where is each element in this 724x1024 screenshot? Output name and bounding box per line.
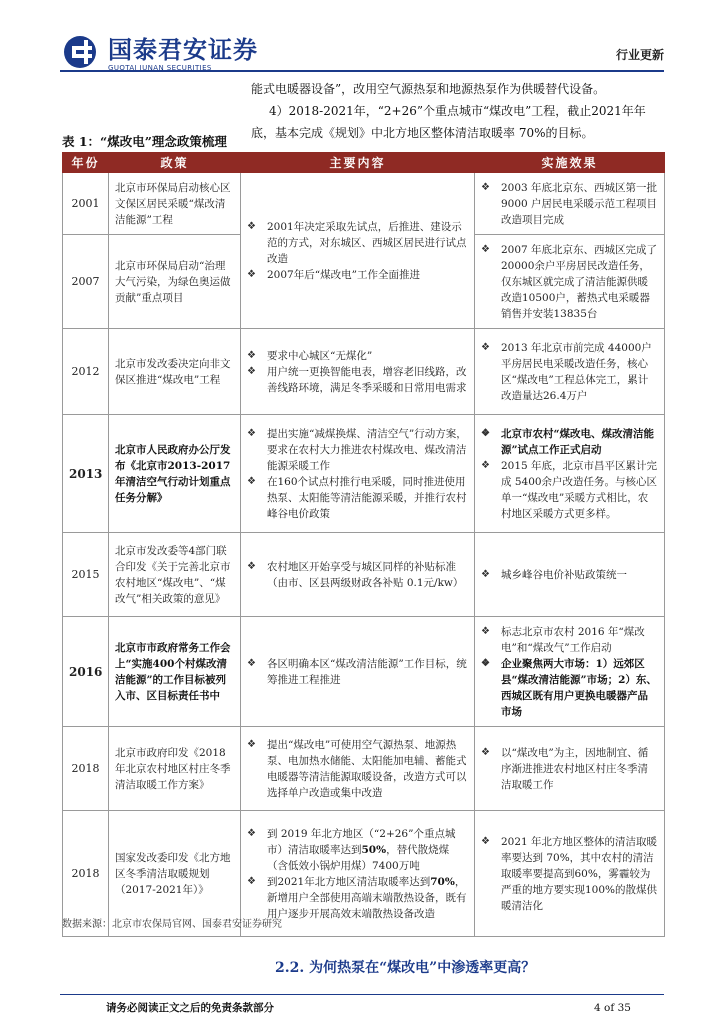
effect-cell (475, 173, 665, 235)
content-bullet (247, 874, 468, 922)
year-cell: 2018 (63, 727, 109, 811)
content-bullet: ❖ 农村地区开始享受与城区同样的补贴标准（由市、区县两级财政各补贴 0.1元/kw） (247, 559, 468, 591)
intro-line: 底，基本完成《规划》中北方地区整体清洁取暖率 70%的目标。 (251, 126, 594, 140)
year-cell: 2007 (63, 235, 109, 329)
policy-table (62, 152, 665, 937)
content-bullet: ❖ 提出“煤改电”可使用空气源热泵、地源热泵、电加热水储能、太阳能加电辅、蓄能式电暖器等清洁能源取暖设备，改造方式可以选择单户改造或集中改造 (247, 737, 468, 801)
effect-bullet: ❖ 标志北京市农村 2016 年“煤改电”和“煤改气”工作启动 (481, 624, 658, 656)
effect-bullet: ❖ 以“煤改电”为主，因地制宜、循序渐进推进农村地区村庄冬季清洁取暖工作 (481, 745, 658, 793)
content-cell (241, 173, 475, 329)
policy-cell: 北京市环保局启动核心区文保区居民采暖“煤改清洁能源”工程 (109, 173, 241, 235)
effect-bullet: ❖ 2021 年北方地区整体的清洁取暖率要达到 70%，其中农村的清洁取暖率要提高到60%，雾霾较为严重的地方要实现100%的散煤供暖清洁化 (481, 834, 658, 914)
footer-divider (60, 994, 664, 995)
page-number: 4 of 35 (594, 1002, 631, 1014)
policy-cell: 国家发改委印发《北方地区冬季清洁取暖规划（2017-2021年）》 (109, 811, 241, 937)
data-source-note: 数据来源：北京市农保局官网、国泰君安证券研究 (62, 919, 282, 930)
year-cell: 2015 (63, 533, 109, 617)
intro-paragraph (251, 78, 675, 144)
disclaimer-note: 请务必阅读正文之后的免责条款部分 (106, 1002, 274, 1014)
content-cell (241, 533, 475, 617)
column-header-year: 年份 (63, 153, 109, 173)
brand-name-en: GUOTAI JUNAN SECURITIES (108, 64, 212, 72)
table-title: 表 1：“煤改电”理念政策梳理 (62, 134, 227, 149)
content-cell (241, 727, 475, 811)
effect-cell (475, 235, 665, 329)
table-row (63, 329, 665, 415)
year-cell: 2012 (63, 329, 109, 415)
table-row (63, 415, 665, 533)
target-rate: 70% (430, 875, 455, 888)
column-header-policy: 政策 (109, 153, 241, 173)
effect-bullet: ❖ 城乡峰谷电价补贴政策统一 (481, 567, 658, 583)
table-header-row (63, 153, 665, 173)
effect-bullet-highlight: ❖ 北京市农村“煤改电、煤改清洁能源”试点工作正式启动 (481, 426, 658, 458)
target-rate: 50% (361, 843, 387, 856)
policy-cell: 北京市人民政府办公厅发布《北京市2013-2017年清洁空气行动计划重点任务分解》 (109, 415, 241, 533)
effect-bullet: ❖ 2003 年底北京东、西城区第一批 9000 户居民电采暖示范工程项目改造项目完成 (481, 180, 658, 228)
header-divider (60, 70, 664, 72)
effect-cell (475, 617, 665, 727)
year-cell: 2001 (63, 173, 109, 235)
effect-bullet: ❖ 2013 年北京市前完成 44000户平房居民电采暖改造任务，核心区“煤改电”工程总体完工，累计改造量达26.4万户 (481, 340, 658, 404)
content-text: 到2021年北方地区清洁取暖率达到 (267, 875, 431, 888)
content-cell (241, 415, 475, 533)
content-text: ，新增用户全部使用高端末端散热设备，既有用户逐步开展高效末端散热设备改造 (267, 875, 467, 920)
effect-cell (475, 415, 665, 533)
column-header-content: 主要内容 (241, 153, 475, 173)
effect-bullet-highlight: ❖ 企业聚焦两大市场：1）远郊区县“煤改清洁能源”市场；2）东、西城区既有用户更换电暖器产品市场 (481, 656, 658, 720)
brand-name-cn: 国泰君安证券 (108, 36, 258, 64)
year-cell: 2016 (63, 617, 109, 727)
effect-bullet: ❖ 2007 年底北京东、西城区完成了 20000余户平房居民改造任务，仅东城区就完成了清洁能源供暖改造10500户，蓄热式电采暖器销售并安装13835台 (481, 242, 658, 322)
policy-cell: 北京市政府印发《2018年北京农村地区村庄冬季清洁取暖工作方案》 (109, 727, 241, 811)
content-bullet: ❖ 各区明确本区“煤改清洁能源”工作目标，统筹推进工程推进 (247, 656, 468, 688)
content-bullet: ❖ 2007年后“煤改电”工作全面推进 (247, 267, 468, 283)
effect-cell (475, 533, 665, 617)
policy-cell: 北京市市政府常务工作会上“实施400个村煤改清洁能源”的工作目标被列入市、区目标责任书中 (109, 617, 241, 727)
column-header-effect: 实施效果 (475, 153, 665, 173)
intro-line: 能式电暖器设备”，改用空气源热泵和地源热泵作为供暖替代设备。 (251, 82, 606, 96)
section-heading: 2.2. 为何热泵在“煤改电”中渗透率更高？ (275, 960, 536, 976)
effect-cell (475, 727, 665, 811)
content-cell (241, 617, 475, 727)
year-cell: 2018 (63, 811, 109, 937)
table-row (63, 173, 665, 235)
guotai-junan-logo-icon (62, 34, 102, 70)
content-text: ，替代散烧煤（含低效小锅炉用煤）7400万吨 (267, 843, 450, 872)
content-bullet: ❖ 提出实施“减煤换煤、清洁空气”行动方案，要求在农村大力推进农村煤改电、煤改清洁能源采暖工作 (247, 426, 468, 474)
content-cell (241, 329, 475, 415)
table-row (63, 617, 665, 727)
effect-cell (475, 811, 665, 937)
content-bullet (247, 826, 468, 874)
effect-cell (475, 329, 665, 415)
intro-line: 4）2018-2021年，“2+26”个重点城市“煤改电”工程，截止2021年年 (269, 104, 646, 118)
content-bullet: ❖ 在160个试点村推行电采暖，同时推进使用热泵、太阳能等清洁能源采暖，并推行农村峰谷电价政策 (247, 474, 468, 522)
page-header (0, 0, 724, 74)
content-bullet: ❖ 2001年决定采取先试点，后推进、建设示范的方式，对东城区、西城区居民进行试点改造 (247, 219, 468, 267)
policy-cell: 北京市环保局启动“治理大气污染，为绿色奥运做贡献”重点项目 (109, 235, 241, 329)
report-type: 行业更新 (615, 48, 664, 62)
content-bullet: ❖ 用户统一更换智能电表，增容老旧线路，改善线路环境，满足冬季采暖和日常用电需求 (247, 364, 468, 396)
table-row (63, 533, 665, 617)
content-text: 到 2019 年北方地区（“2+26”个重点城市）清洁取暖率达到 (267, 827, 456, 856)
policy-cell: 北京市发改委等4部门联合印发《关于完善北京市农村地区“煤改电”、“煤改气”相关政策的意见》 (109, 533, 241, 617)
content-bullet: ❖ 要求中心城区“无煤化” (247, 348, 468, 364)
effect-bullet: ❖ 2015 年底，北京市昌平区累计完成 5400余户改造任务。与核心区单一“煤改电”采暖方式相比，农村地区采暖方式更多样。 (481, 458, 658, 522)
table-row (63, 727, 665, 811)
year-cell: 2013 (63, 415, 109, 533)
policy-cell: 北京市发改委决定向非文保区推进“煤改电”工程 (109, 329, 241, 415)
